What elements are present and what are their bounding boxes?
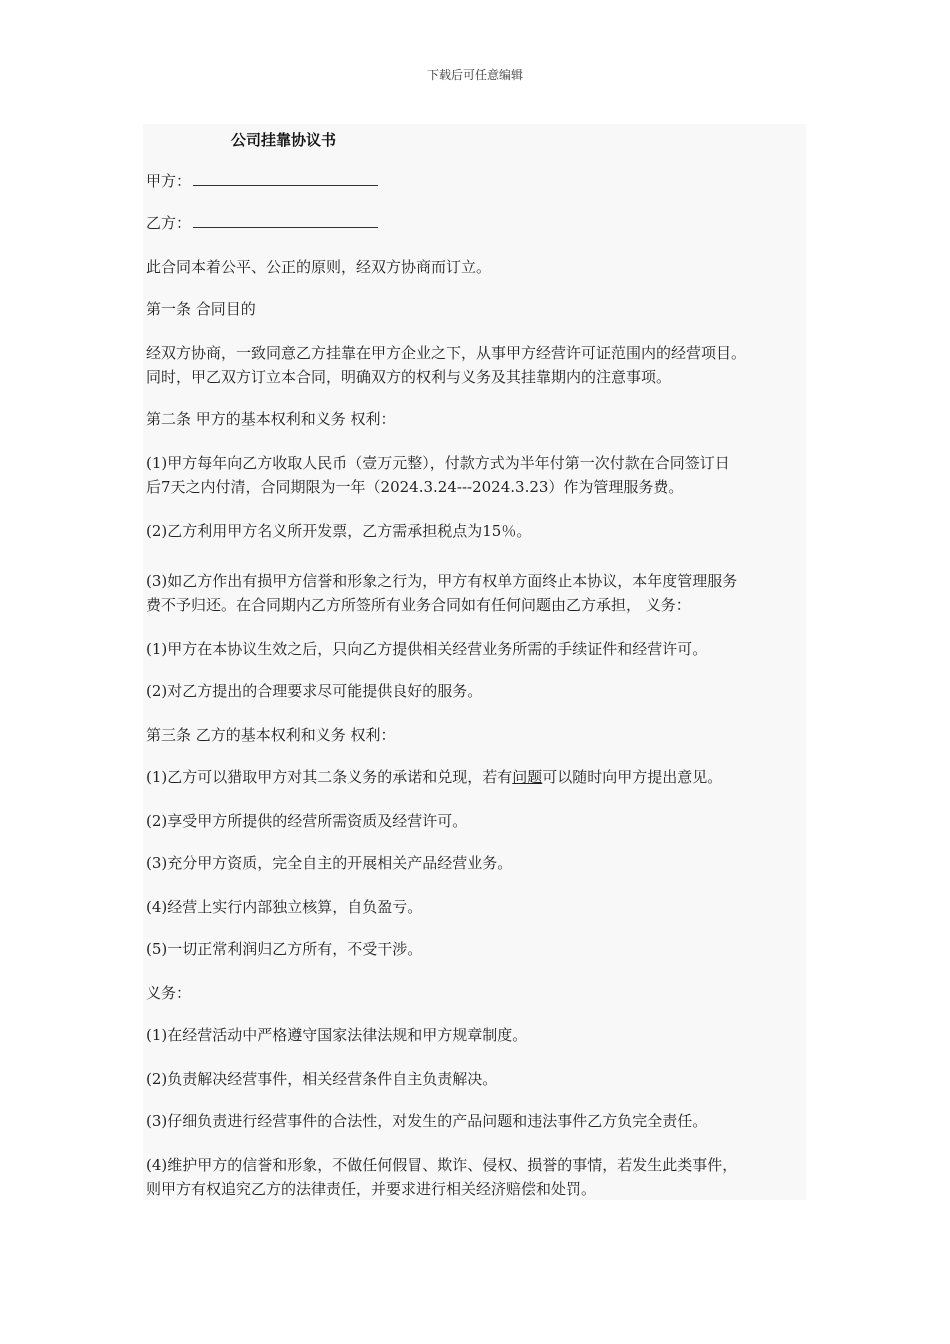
article-3-right-1-before: (1)乙方可以猎取甲方对其二条义务的承诺和兑现，若有: [146, 768, 513, 786]
document-body: [143, 124, 806, 1200]
article-3-duty-2: (2)负责解决经营事件，相关经营条件自主负责解决。: [146, 1070, 498, 1088]
article-1-line-1: 经双方协商，一致同意乙方挂靠在甲方企业之下，从事甲方经营许可证范围内的经营项目。: [146, 344, 747, 362]
article-2-right-1-line-1: (1)甲方每年向乙方收取人民币（壹万元整），付款方式为半年付第一次付款在合同签订日: [146, 454, 730, 472]
article-2-duty-2: (2)对乙方提出的合理要求尽可能提供良好的服务。: [146, 682, 483, 700]
party-a-blank[interactable]: [193, 171, 378, 186]
party-b-line: [146, 212, 808, 234]
article-3-right-1-after: 可以随时向甲方提出意见。: [542, 768, 723, 786]
header-note: 下载后可任意编辑: [426, 68, 523, 82]
intro-paragraph: 此合同本着公平、公正的原则，经双方协商而订立。: [146, 258, 492, 276]
article-3-title: 第三条 乙方的基本权利和义务 权利：: [146, 726, 396, 744]
article-3-right-3: (3)充分甲方资质，完全自主的开展相关产品经营业务。: [146, 854, 513, 872]
article-3-duty-4-line-1: (4)维护甲方的信誉和形象，不做任何假冒、欺诈、侵权、损誉的事情，若发生此类事件，: [146, 1156, 738, 1174]
article-2-right-3-line-2: 费不予归还。在合同期内乙方所签所有业务合同如有任何问题由乙方承担， 义务：: [146, 596, 691, 614]
article-3-duty-3: (3)仔细负责进行经营事件的合法性，对发生的产品问题和违法事件乙方负完全责任。: [146, 1112, 708, 1130]
party-b-label: 乙方：: [146, 214, 192, 232]
article-3-right-1: [146, 766, 808, 788]
party-a-label: 甲方：: [146, 172, 192, 190]
party-a-line: [146, 170, 808, 192]
article-2-right-1-line-2: 后7天之内付清，合同期限为一年（2024.3.24---2024.3.23）作为管理服务费。: [146, 478, 684, 496]
article-3-duty-4-line-2: 则甲方有权追究乙方的法律责任，并要求进行相关经济赔偿和处罚。: [146, 1180, 597, 1198]
article-2-right-3-line-1: (3)如乙方作出有损甲方信誉和形象之行为，甲方有权单方面终止本协议，本年度管理服务: [146, 572, 738, 590]
article-2-right-2: (2)乙方利用甲方名义所开发票，乙方需承担税点为15％。: [146, 522, 532, 540]
party-b-blank[interactable]: [193, 213, 378, 228]
article-3-right-5: (5)一切正常利润归乙方所有，不受干涉。: [146, 940, 423, 958]
article-3-duty-1: (1)在经营活动中严格遵守国家法律法规和甲方规章制度。: [146, 1026, 528, 1044]
article-2-duty-1: (1)甲方在本协议生效之后，只向乙方提供相关经营业务所需的手续证件和经营许可。: [146, 640, 708, 658]
problem-link[interactable]: 问题: [512, 768, 543, 786]
article-3-right-2: (2)享受甲方所提供的经营所需资质及经营许可。: [146, 812, 468, 830]
document-title: 公司挂靠协议书: [231, 131, 337, 149]
article-1-title: 第一条 合同目的: [146, 300, 256, 318]
article-3-duty-title: 义务：: [146, 984, 192, 1002]
article-1-line-2: 同时，甲乙双方订立本合同，明确双方的权利与义务及其挂靠期内的注意事项。: [146, 368, 672, 386]
article-2-title: 第二条 甲方的基本权利和义务 权利：: [146, 410, 396, 428]
article-3-right-4: (4)经营上实行内部独立核算，自负盈亏。: [146, 898, 423, 916]
